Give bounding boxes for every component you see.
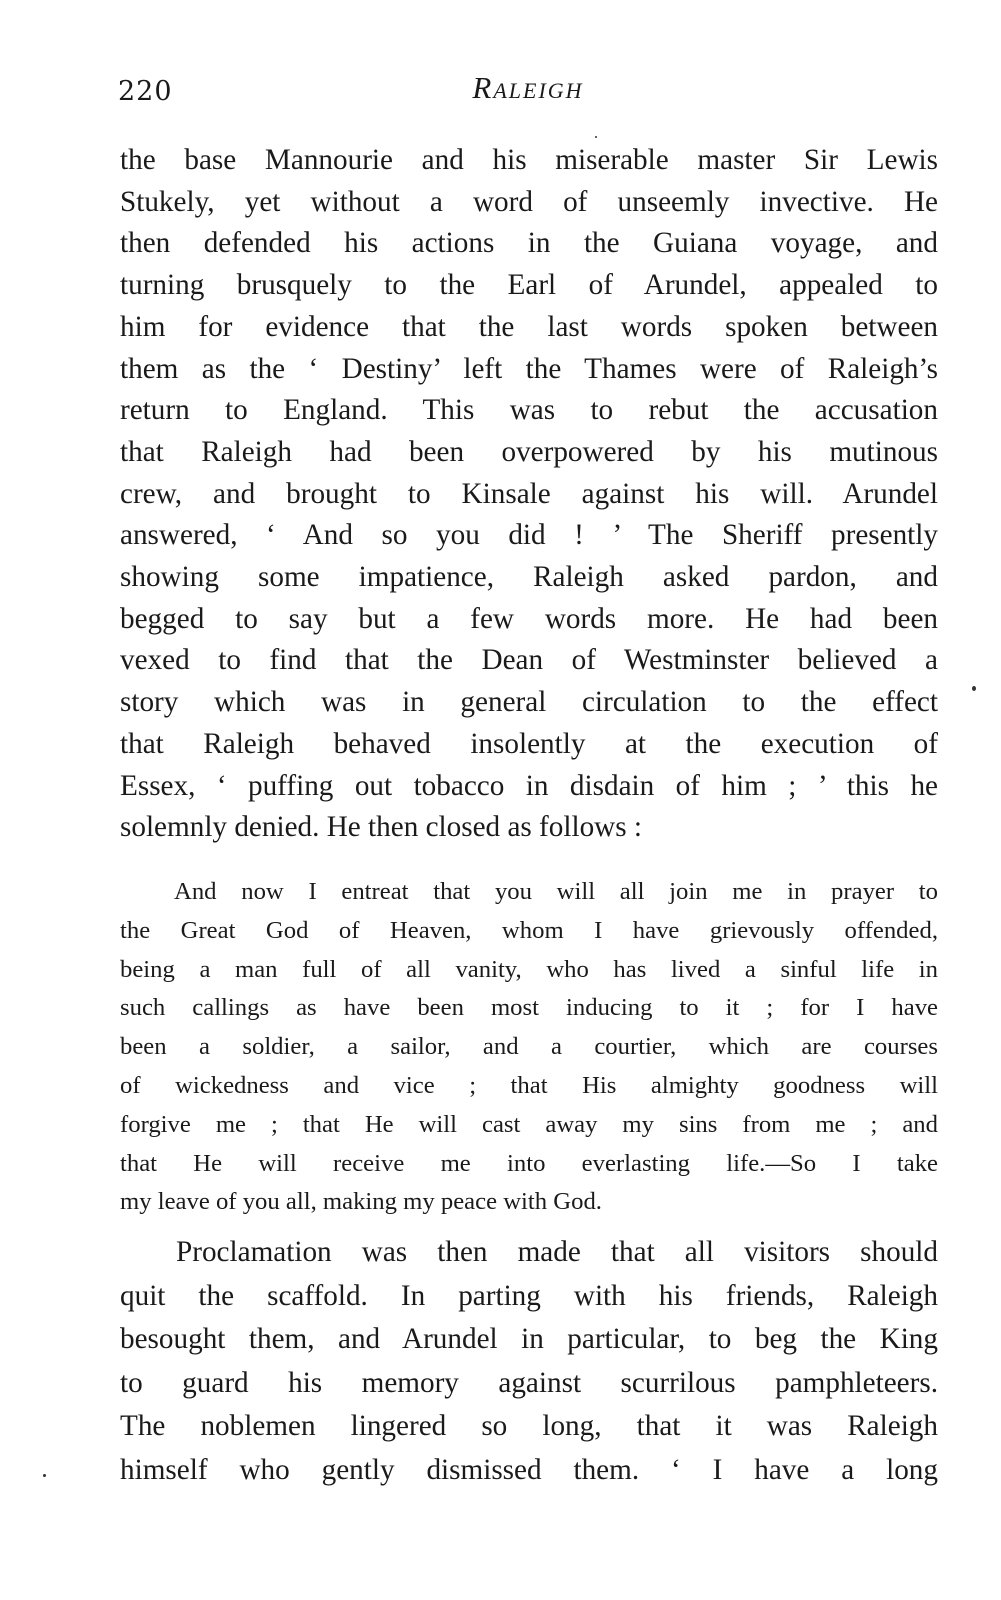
page-number: 220 [118,76,173,107]
block-quotation [120,873,938,1222]
paragraph-1 [120,140,938,849]
text-line: answered, ‘ And so you did ! ’ The Sheriff presently [120,519,938,552]
text-line: then defended his actions in the Guiana voyage, and [120,227,938,260]
quote-line: the Great God of Heaven, whom I have grievously offended, [120,916,938,944]
quote-line: that He will receive me into everlasting life.—So I take [120,1149,938,1177]
text-line: to guard his memory against scurrilous pamphleteers. [120,1366,938,1399]
running-title: Raleigh [472,70,584,105]
scan-speck [595,136,597,138]
text-line: solemnly denied. He then closed as follows : [120,811,643,844]
quote-line: been a soldier, a sailor, and a courtier, which are courses [120,1033,938,1061]
text-line: showing some impatience, Raleigh asked pardon, and [120,561,938,594]
text-line: return to England. This was to rebut the accusation [120,394,938,427]
quote-line: such callings as have been most inducing to it ; for I have [120,994,938,1022]
quote-line: And now I entreat that you will all join me in prayer to [174,878,938,905]
quote-line: forgive me ; that He will cast away my sins from me ; and [120,1110,938,1138]
text-line: Essex, ‘ puffing out tobacco in disdain of him ; ’ this he [120,769,938,802]
scan-speck [972,686,976,691]
scan-speck [43,1474,46,1477]
paragraph-2 [120,1231,938,1492]
text-line: The noblemen lingered so long, that it was Raleigh [120,1410,938,1442]
quote-line: my leave of you all, making my peace with God. [120,1188,602,1216]
text-line: Proclamation was then made that all visitors should [176,1236,938,1268]
text-line: them as the ‘ Destiny’ left the Thames were of Raleigh’s [120,352,938,385]
text-line: himself who gently dismissed them. ‘ I have a long [120,1453,938,1486]
text-line: begged to say but a few words more. He had been [120,602,938,635]
text-line: vexed to find that the Dean of Westminster believed a [120,644,938,677]
text-line: that Raleigh had been overpowered by his mutinous [120,435,938,468]
quote-line: being a man full of all vanity, who has lived a sinful life in [120,955,938,983]
page-header [118,70,938,114]
text-line: that Raleigh behaved insolently at the execution of [120,727,938,760]
quote-line: of wickedness and vice ; that His almighty goodness will [120,1071,938,1099]
text-line: quit the scaffold. In parting with his friends, Raleigh [120,1279,938,1312]
text-line: story which was in general circulation to the effect [120,686,938,719]
text-line: crew, and brought to Kinsale against his will. Arundel [120,477,938,510]
text-line: the base Mannourie and his miserable master Sir Lewis [120,144,938,176]
text-line: him for evidence that the last words spoken between [120,310,938,343]
text-line: besought them, and Arundel in particular, to beg the King [120,1323,938,1355]
text-line: turning brusquely to the Earl of Arundel, appealed to [120,269,938,302]
text-line: Stukely, yet without a word of unseemly invective. He [120,185,938,218]
